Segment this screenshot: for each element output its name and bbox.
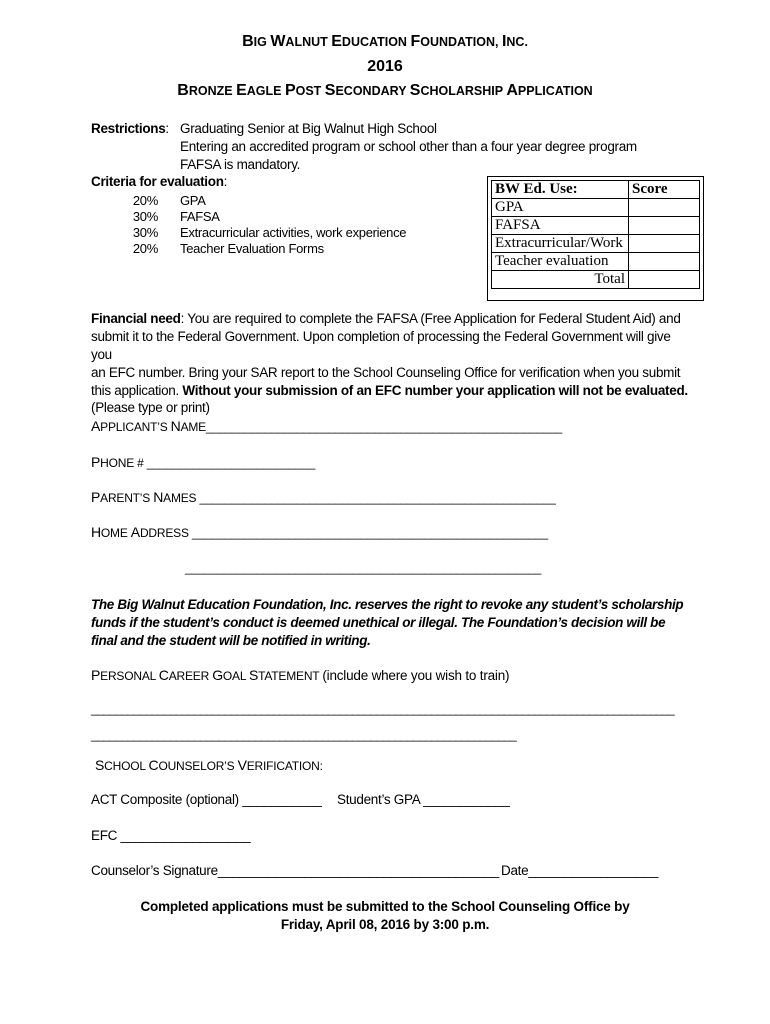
act-composite-field[interactable]: ACT Composite (optional) ___________ [91, 792, 322, 807]
counselor-verification-label: SCHOOL COUNSELOR’S VERIFICATION: [95, 757, 323, 773]
home-address-line2[interactable]: _______________________________________________________ [185, 561, 542, 575]
efc-field[interactable]: EFC __________________ [91, 828, 251, 843]
score-cell[interactable] [629, 235, 700, 253]
bw-row-label: FAFSA [492, 217, 629, 235]
home-address-field[interactable]: HOME ADDRESS _______________________________________________________ [91, 524, 548, 540]
restrictions-label: Restrictions: [91, 121, 169, 136]
criteria-label: Criteria for evaluation: [91, 174, 228, 189]
bw-row-label: GPA [492, 199, 629, 217]
score-cell[interactable] [629, 217, 700, 235]
submission-deadline-line1: Completed applications must be submitted to the School Counseling Office by [140, 899, 630, 914]
bw-header-label: BW Ed. Use: [492, 181, 629, 199]
career-goal-label: PERSONAL CAREER GOAL STATEMENT (include where you wish to train) [91, 667, 510, 683]
bw-use-table [491, 180, 700, 289]
criteria-item: 30% Extracurricular activities, work experience [132, 225, 407, 240]
criteria-item: 30% FAFSA [132, 209, 220, 224]
counselor-signature-field[interactable]: Counselor’s Signature_______________________________________ [91, 863, 499, 878]
applicant-name-field[interactable]: APPLICANT’S NAME_______________________________________________________ [91, 418, 563, 434]
score-cell[interactable] [629, 199, 700, 217]
year: 2016 [367, 58, 403, 75]
application-title: BRONZE EAGLE POST SECONDARY SCHOLARSHIP APPLICATION [177, 82, 593, 99]
criteria-item: 20% Teacher Evaluation Forms [132, 241, 324, 256]
total-score-cell[interactable] [629, 271, 700, 289]
date-field[interactable]: Date__________________ [501, 863, 659, 878]
type-or-print-note: (Please type or print) [91, 400, 210, 415]
financial-need-paragraph: Financial need: You are required to complete the FAFSA (Free Application for Federal Student Aid) and submit it to the Federal Government. Upon completion of processing the Federal Government will give you an EFC number. Bring your SAR report to the School Counseling Office for verification when you submit this application. Without your submission of an EFC number your application will not be evaluated. [91, 311, 688, 398]
restriction-item: Graduating Senior at Big Walnut High School [180, 121, 437, 136]
score-header: Score [629, 181, 700, 199]
score-cell[interactable] [629, 253, 700, 271]
org-name: BIG WALNUT EDUCATION FOUNDATION, INC. [242, 33, 528, 50]
parents-names-field[interactable]: PARENT’S NAMES _______________________________________________________ [91, 489, 556, 505]
submission-deadline-line2: Friday, April 08, 2016 by 3:00 p.m. [280, 917, 490, 932]
career-goal-line[interactable]: ______________________________________________________________________ [91, 728, 517, 742]
phone-field[interactable]: PHONE # __________________________ [91, 454, 316, 470]
student-gpa-field[interactable]: Student’s GPA ____________ [337, 792, 510, 807]
criteria-item: 20% GPA [132, 193, 206, 208]
conduct-notice: The Big Walnut Education Foundation, Inc. reserves the right to revoke any student’s scholarship funds if the student’s conduct is deemed unethical or illegal. The Foundation’s decision will be final and the student will be notified in writing. [91, 597, 684, 648]
total-label: Total [492, 271, 629, 289]
bw-use-box [487, 176, 704, 301]
restriction-item: FAFSA is mandatory. [180, 157, 301, 172]
career-goal-line[interactable]: ________________________________________________________________________________________________ [91, 702, 675, 716]
bw-row-label: Teacher evaluation [492, 253, 629, 271]
restriction-item: Entering an accredited program or school other than a four year degree program [180, 139, 637, 154]
bw-row-label: Extracurricular/Work [492, 235, 629, 253]
